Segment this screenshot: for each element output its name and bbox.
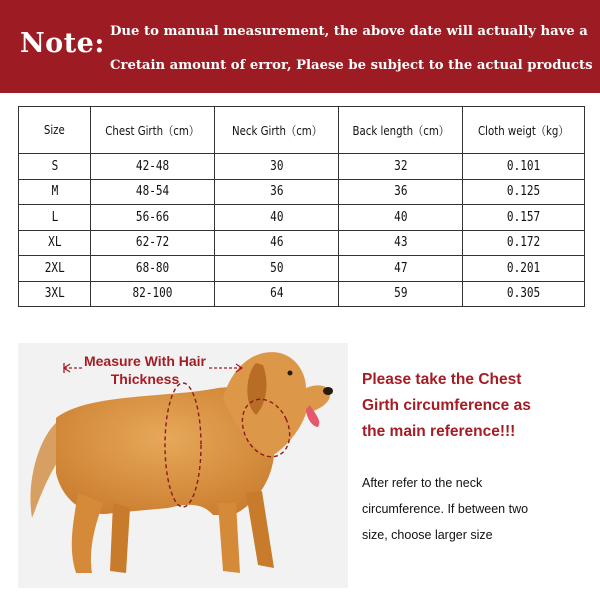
chest-cell: 56-66 (91, 205, 215, 231)
measure-label (60, 352, 230, 388)
chest-cell: 62-72 (91, 230, 215, 256)
table-row (19, 281, 585, 307)
main-reference-text: Please take the Chest Girth circumference as the main reference!!! (362, 371, 531, 440)
table-row (19, 154, 585, 180)
weight-cell: 0.201 (463, 256, 585, 282)
dog-back-leg (72, 493, 103, 573)
dog-back-leg-2 (110, 503, 130, 573)
dog-front-leg-2 (246, 491, 274, 568)
chest-cell: 48-54 (91, 179, 215, 205)
size-cell: 2XL (19, 256, 91, 282)
size-cell: 3XL (19, 281, 91, 307)
neck-reference-text: After refer to the neck circumference. If between two size, choose larger size (362, 476, 529, 542)
size-cell: L (19, 205, 91, 231)
measure-label-line-1: Measure With Hair (83, 353, 206, 369)
chest-cell: 82-100 (91, 281, 215, 307)
weight-cell: 0.305 (463, 281, 585, 307)
back-cell: 32 (339, 154, 463, 180)
note-line-2: Cretain amount of error, Plaese be subject to the actual products (110, 58, 593, 73)
chest-cell: 68-80 (91, 256, 215, 282)
neck-cell: 30 (215, 154, 339, 180)
back-cell: 47 (339, 256, 463, 282)
header-back-length: Back length（cm） (339, 107, 463, 154)
header-cloth-weight: Cloth weigt（kg） (463, 107, 585, 154)
back-cell: 36 (339, 179, 463, 205)
measure-label-line-2: Thickness (110, 371, 180, 387)
neck-cell: 46 (215, 230, 339, 256)
dog-front-leg (218, 503, 240, 573)
neck-cell: 64 (215, 281, 339, 307)
size-cell: XL (19, 230, 91, 256)
chest-cell: 42-48 (91, 154, 215, 180)
header-chest-girth: Chest Girth（cm） (91, 107, 215, 154)
table-row (19, 205, 585, 231)
dog-eye (288, 371, 293, 376)
size-cell: M (19, 179, 91, 205)
weight-cell: 0.172 (463, 230, 585, 256)
neck-cell: 36 (215, 179, 339, 205)
weight-cell: 0.157 (463, 205, 585, 231)
note-label: Note: (20, 28, 105, 59)
table-row (19, 256, 585, 282)
back-cell: 40 (339, 205, 463, 231)
note-line-1: Due to manual measurement, the above date will actually have a (110, 24, 588, 39)
neck-cell: 50 (215, 256, 339, 282)
size-cell: S (19, 154, 91, 180)
table-header-row (19, 107, 585, 154)
weight-cell: 0.125 (463, 179, 585, 205)
table-row (19, 230, 585, 256)
weight-cell: 0.101 (463, 154, 585, 180)
dog-nose (323, 387, 333, 395)
header-neck-girth: Neck Girth（cm） (215, 107, 339, 154)
back-cell: 59 (339, 281, 463, 307)
header-size: Size (19, 107, 91, 154)
note-banner (0, 0, 600, 93)
size-table (18, 106, 585, 307)
back-cell: 43 (339, 230, 463, 256)
neck-cell: 40 (215, 205, 339, 231)
table-row (19, 179, 585, 205)
